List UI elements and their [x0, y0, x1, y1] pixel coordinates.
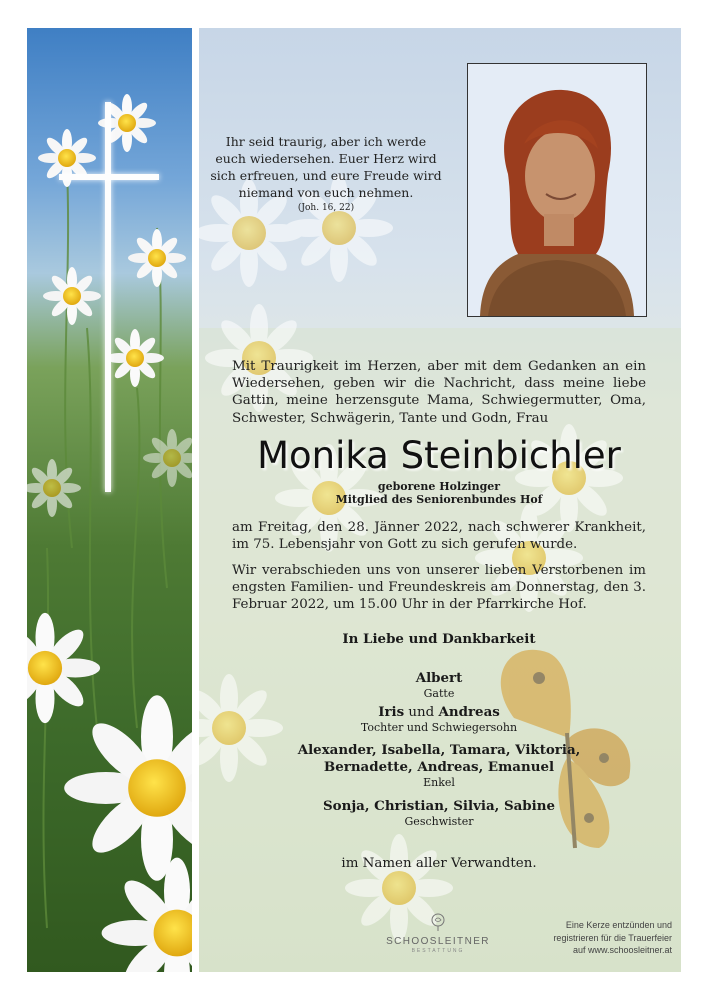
- mourner-siblings-names: Sonja, Christian, Silvia, Sabine: [322, 798, 556, 814]
- footer-note: [512, 919, 672, 957]
- intro-paragraph: Mit Traurigkeit im Herzen, aber mit dem Gedanken an ein Wiedersehen, geben wir die Nachricht, dass meine liebe Gattin, meine herzensgute Mama, Schwiegermutter, Oma, Schwester, Schwägerin, Tante und Godn, Frau: [232, 359, 646, 426]
- verse-reference: (Joh. 16, 22): [297, 203, 355, 213]
- portrait-image: [468, 64, 646, 316]
- mourner-spouse-name: Albert: [415, 670, 463, 686]
- membership: Mitglied des Seniorenbundes Hof: [335, 493, 543, 506]
- rose-icon: [428, 912, 448, 932]
- verse-line-1: Ihr seid traurig, aber ich werde: [225, 134, 427, 149]
- verse-line-3: sich erfreuen, und eure Freude wird: [210, 168, 442, 183]
- obituary-card: [27, 28, 681, 972]
- verse-line-2: euch wiedersehen. Euer Herz wird: [215, 151, 437, 166]
- closing-line: In Liebe und Dankbarkeit: [342, 631, 536, 647]
- mourner-spouse-relation: Gatte: [423, 687, 455, 700]
- mourner-grandchildren-line-2: Bernadette, Andreas, Emanuel: [323, 759, 555, 775]
- mourner-grandchildren-line-1: Alexander, Isabella, Tamara, Viktoria,: [297, 742, 581, 758]
- footer-website: auf www.schoosleitner.at: [572, 945, 672, 955]
- bible-verse: [208, 133, 444, 215]
- cross-horizontal: [59, 174, 159, 180]
- strip-divider: [192, 28, 199, 972]
- footer-line-1: Eine Kerze entzünden und: [565, 920, 672, 930]
- mourner-son-in-law-name: Andreas: [438, 704, 500, 720]
- farewell-notice: Wir verabschieden uns von unserer lieben Verstorbenen im engsten Familien- und Freundeskreis am Donnerstag, den 3. Februar 2022, um 15.00 Uhr in der Pfarrkirche Hof.: [232, 563, 646, 613]
- death-notice: am Freitag, den 28. Jänner 2022, nach schwerer Krankheit, im 75. Lebensjahr von Gott zu sich gerufen wurde.: [232, 520, 646, 553]
- mourner-daughter-names: [232, 704, 646, 721]
- deceased-name: Monika Steinbichler: [257, 434, 621, 477]
- footer-line-2: registrieren für die Trauerfeier: [553, 932, 672, 943]
- mourner-siblings-relation: Geschwister: [404, 815, 474, 828]
- mourner-conjunction: und: [408, 705, 435, 720]
- cross-vertical: [105, 102, 111, 492]
- funeral-home-logo: [372, 912, 504, 954]
- daisy-meadow-strip: [27, 28, 192, 972]
- logo-subtitle: BESTATTUNG: [411, 948, 465, 954]
- portrait-photo: [467, 63, 647, 317]
- verse-line-4: niemand von euch nehmen.: [238, 185, 414, 200]
- mourner-daughter-name: Iris: [378, 704, 405, 720]
- mourner-grandchildren-relation: Enkel: [423, 776, 455, 789]
- logo-name: SCHOOSLEITNER: [386, 936, 490, 947]
- relatives-line: im Namen aller Verwandten.: [341, 856, 537, 871]
- mourner-daughter-relation: Tochter und Schwiegersohn: [360, 721, 518, 734]
- birth-name: geborene Holzinger: [377, 480, 501, 493]
